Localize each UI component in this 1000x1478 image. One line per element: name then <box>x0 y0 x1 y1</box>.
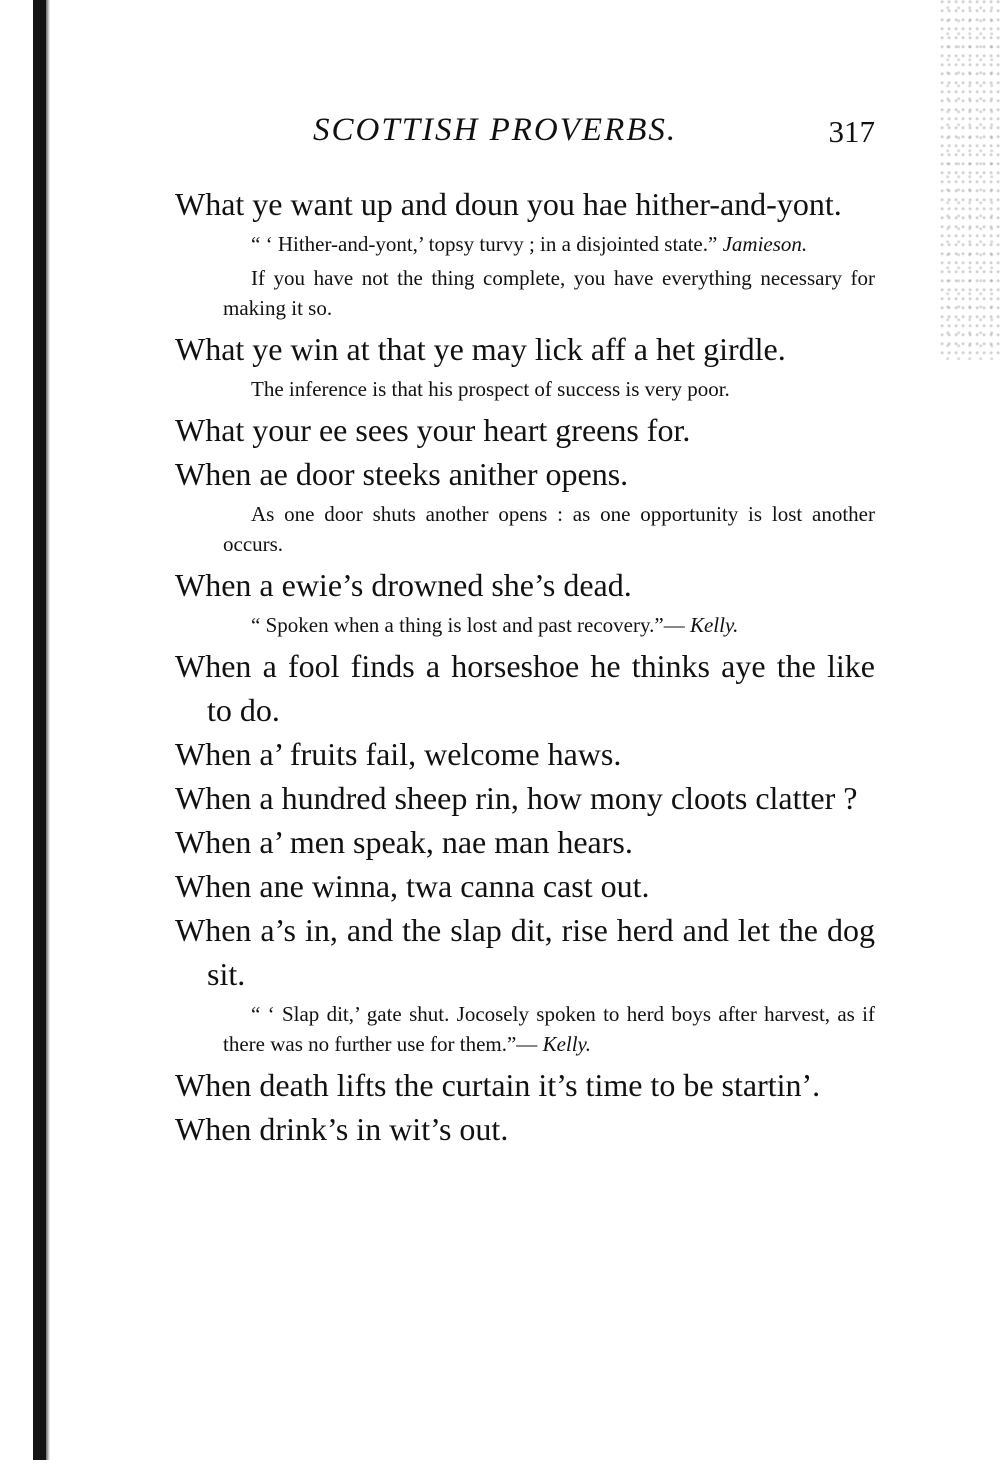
proverb-note <box>175 999 875 1059</box>
page-specks <box>940 0 1000 360</box>
proverb: When a’ fruits fail, welcome haws. <box>175 736 622 772</box>
proverb-note <box>175 263 875 323</box>
proverb-note <box>175 374 875 404</box>
proverb: When a fool finds a horseshoe he thinks aye the like to do. <box>175 648 875 728</box>
note-attribution: Kelly. <box>542 1032 591 1056</box>
note-text: “ ‘ Slap dit,’ gate shut. Jocosely spoken to herd boys after harvest, as if there was no further use for them.”— <box>223 1002 875 1056</box>
note-text: As one door shuts another opens : as one opportunity is lost another occurs. <box>223 502 875 556</box>
proverb: What ye win at that ye may lick aff a het girdle. <box>175 331 786 367</box>
proverb-list <box>175 182 875 1151</box>
proverb: When a hundred sheep rin, how mony cloots clatter ? <box>175 780 858 816</box>
proverb: When death lifts the curtain it’s time to be startin’. <box>175 1067 821 1103</box>
proverb: When a ewie’s drowned she’s dead. <box>175 567 632 603</box>
page-number: 317 <box>828 114 875 149</box>
note-attribution: Jamieson. <box>722 232 808 256</box>
proverb-note <box>175 610 875 640</box>
proverb: When ane winna, twa canna cast out. <box>175 868 650 904</box>
proverb: When drink’s in wit’s out. <box>175 1111 509 1147</box>
note-text: If you have not the thing complete, you have everything necessary for making it so. <box>223 266 875 320</box>
page-header <box>175 112 875 162</box>
proverb: When a’s in, and the slap dit, rise herd and let the dog sit. <box>175 912 875 992</box>
proverb: When a’ men speak, nae man hears. <box>175 824 633 860</box>
note-text: The inference is that his prospect of success is very poor. <box>251 377 730 401</box>
proverb-note <box>175 499 875 559</box>
note-text: “ Spoken when a thing is lost and past recovery.”— <box>251 613 685 637</box>
binding-shadow <box>46 0 50 1460</box>
proverb-note <box>175 229 875 259</box>
note-text: “ ‘ Hither-and-yont,’ topsy turvy ; in a disjointed state.” <box>251 232 718 256</box>
note-attribution: Kelly. <box>689 613 739 637</box>
proverb: What your ee sees your heart greens for. <box>175 412 691 448</box>
proverb: When ae door steeks anither opens. <box>175 456 629 492</box>
proverb: What ye want up and doun you hae hither-and-yont. <box>175 186 842 222</box>
running-title: SCOTTISH PROVERBS. <box>313 112 678 148</box>
binding-edge <box>33 0 46 1460</box>
